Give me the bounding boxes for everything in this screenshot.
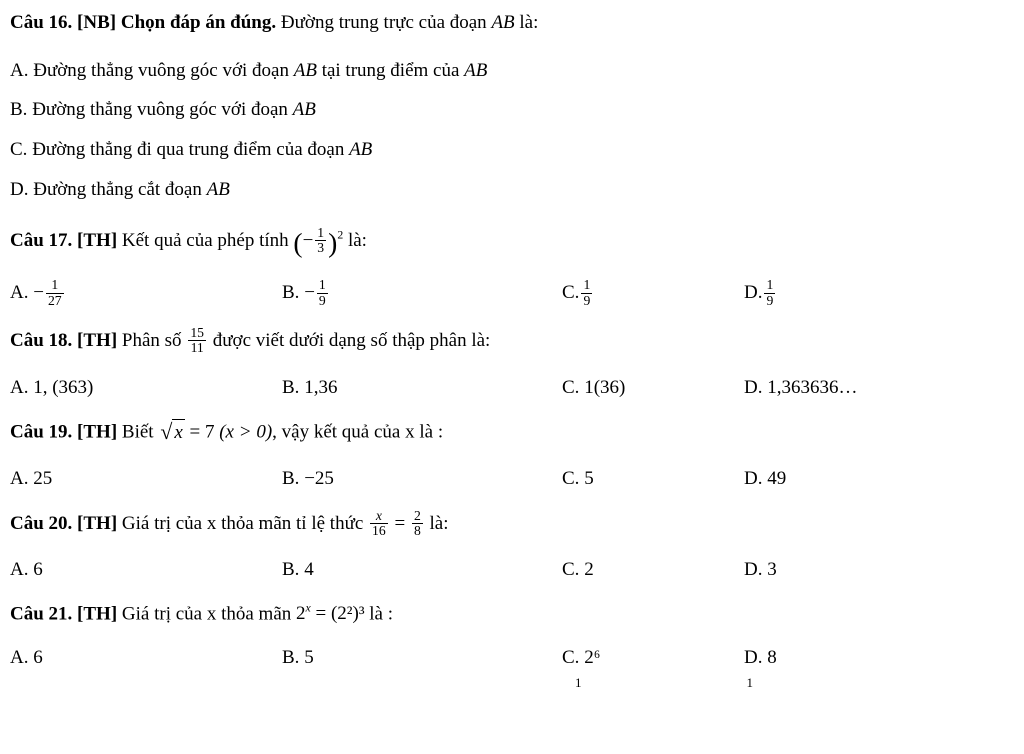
- option-16-a-var2: AB: [464, 59, 488, 81]
- question-20-label: Câu 20.: [10, 512, 73, 534]
- option-19-d[interactable]: [744, 466, 786, 492]
- question-18-tag: [TH]: [77, 330, 118, 352]
- option-21-b[interactable]: [282, 645, 562, 671]
- option-18-b-text: 1,36: [304, 376, 338, 398]
- option-18-d[interactable]: [744, 375, 857, 401]
- option-21-d-text: 8: [767, 646, 777, 668]
- spacer: [10, 83, 1014, 97]
- spacer: [10, 202, 1014, 224]
- option-20-c-key: C.: [562, 559, 580, 581]
- option-20-a-text: 6: [33, 559, 43, 581]
- radical-icon: √: [160, 420, 173, 445]
- question-21-tag: [TH]: [77, 603, 118, 625]
- spacer: [10, 261, 1014, 279]
- expr-exponent: 2: [337, 228, 344, 242]
- option-16-d-var1: AB: [206, 178, 230, 200]
- spacer: [10, 583, 1014, 601]
- fraction-numerator: 2: [413, 507, 421, 523]
- question-21-expression: [296, 603, 365, 624]
- option-21-c-key: C.: [562, 646, 580, 668]
- fraction: [188, 326, 206, 356]
- option-20-c[interactable]: [562, 557, 744, 583]
- question-18-options: [10, 375, 1014, 401]
- question-16-stem-var: AB: [491, 12, 515, 33]
- fraction-numerator: 1: [317, 224, 325, 240]
- question-19-stem-tail: , vậy kết quả của x là :: [272, 422, 444, 444]
- option-19-a[interactable]: [10, 466, 282, 492]
- question-16-label: Câu 16.: [10, 12, 73, 33]
- question-21-stem-text: Giá trị của x thỏa mãn: [121, 603, 292, 625]
- fraction-numerator: x: [375, 507, 382, 523]
- spacer: [10, 0, 1014, 10]
- question-16-stem: [10, 10, 1014, 36]
- option-18-a-key: A.: [10, 376, 29, 398]
- question-20-stem-tail: là:: [429, 512, 449, 534]
- fraction: [581, 278, 592, 308]
- option-19-b-text: −25: [304, 467, 334, 489]
- question-19-stem-text: Biết: [121, 422, 154, 444]
- option-19-b[interactable]: [282, 466, 562, 492]
- fraction: [317, 278, 328, 308]
- question-20-stem-text: Giá trị của x thỏa mãn tỉ lệ thức: [121, 512, 364, 534]
- spacer: [10, 309, 1014, 327]
- option-21-b-text: 5: [304, 646, 314, 668]
- fraction-right: [412, 509, 423, 539]
- option-21-a-text: 6: [33, 646, 43, 668]
- option-19-a-key: A.: [10, 467, 29, 489]
- question-block-20: [0, 492, 1024, 583]
- question-17-stem-tail: là:: [347, 230, 367, 252]
- option-21-c[interactable]: [562, 645, 744, 671]
- question-19-options: [10, 466, 1014, 492]
- question-block-21: [0, 583, 1024, 671]
- option-17-b-sign: −: [304, 282, 315, 304]
- option-16-a-text2: tại trung điểm của: [316, 59, 465, 81]
- spacer: [10, 400, 1014, 418]
- spacer: [10, 357, 1014, 375]
- question-19-equals: = 7: [189, 422, 215, 444]
- option-17-a[interactable]: [10, 279, 282, 309]
- option-19-c-key: C.: [562, 467, 580, 489]
- radicand: x: [172, 419, 184, 446]
- fraction-denominator: 9: [318, 292, 326, 308]
- question-block-17: [0, 202, 1024, 309]
- question-21-stem: [10, 601, 1014, 627]
- option-19-b-key: B.: [282, 467, 300, 489]
- spacer: [10, 36, 1014, 58]
- option-18-b[interactable]: [282, 375, 562, 401]
- paren-close: ): [328, 227, 338, 259]
- fraction: [315, 226, 326, 256]
- option-20-b-key: B.: [282, 559, 300, 581]
- question-18-stem-text: Phân số: [121, 330, 182, 352]
- option-18-c-key: C.: [562, 376, 580, 398]
- option-16-a-text: Đường thẳng vuông góc với đoạn: [33, 59, 294, 81]
- question-19-stem: [10, 418, 1014, 447]
- question-16-tag: [NB]: [77, 12, 117, 33]
- option-19-c[interactable]: [562, 466, 744, 492]
- option-16-c-text: Đường thẳng đi qua trung điểm của đoạn: [32, 138, 350, 160]
- option-16-c-key: C.: [10, 138, 28, 160]
- fraction-numerator: 1: [318, 277, 326, 293]
- question-17-stem-text: Kết quả của phép tính: [121, 230, 289, 252]
- question-20-tag: [TH]: [77, 512, 118, 534]
- fraction-numerator: 1: [766, 277, 774, 293]
- option-17-b-key: B.: [282, 282, 300, 304]
- option-17-a-sign: −: [33, 282, 44, 304]
- option-20-c-text: 2: [584, 559, 594, 581]
- fraction-denominator: 9: [766, 292, 774, 308]
- option-16-c[interactable]: [10, 137, 1014, 163]
- option-16-c-var1: AB: [349, 138, 373, 160]
- option-17-a-key: A.: [10, 282, 29, 304]
- fraction-denominator: 11: [188, 340, 206, 355]
- next-question-partial-cutoff: 1 1: [575, 674, 753, 689]
- question-block-16: [0, 0, 1024, 202]
- option-19-d-key: D.: [744, 467, 763, 489]
- option-21-a-key: A.: [10, 646, 29, 668]
- option-20-b[interactable]: [282, 557, 562, 583]
- question-19-label: Câu 19.: [10, 422, 73, 444]
- option-18-a[interactable]: [10, 375, 282, 401]
- option-16-b-var1: AB: [292, 99, 316, 121]
- option-17-b[interactable]: [282, 279, 562, 309]
- option-16-d-key: D.: [10, 178, 29, 200]
- option-16-b-key: B.: [10, 99, 28, 121]
- question-18-stem: [10, 327, 1014, 357]
- option-18-c[interactable]: [562, 375, 744, 401]
- question-17-tag: [TH]: [77, 230, 118, 252]
- option-18-b-key: B.: [282, 376, 300, 398]
- fraction-denominator: 16: [372, 522, 386, 538]
- option-16-a[interactable]: [10, 58, 1014, 84]
- question-16-stem-lead: Chọn đáp án đúng.: [120, 12, 277, 33]
- option-17-c[interactable]: [562, 279, 744, 309]
- question-block-18: [0, 309, 1024, 400]
- option-18-c-text: 1(36): [584, 376, 626, 398]
- question-21-equals: =: [315, 603, 327, 625]
- question-19-condition: (x > 0): [219, 422, 273, 444]
- option-16-a-var1: AB: [293, 59, 317, 81]
- spacer: [10, 492, 1014, 510]
- spacer: [10, 627, 1014, 645]
- fraction-denominator: 27: [47, 292, 62, 308]
- question-21-options: [10, 645, 1014, 671]
- option-16-d[interactable]: [10, 177, 1014, 203]
- square-root-expression: [158, 418, 184, 447]
- question-21-stem-tail: là :: [369, 603, 394, 625]
- option-19-d-text: 49: [767, 467, 787, 489]
- option-21-d-key: D.: [744, 646, 763, 668]
- spacer: [10, 539, 1014, 557]
- option-20-d-text: 3: [767, 559, 777, 581]
- option-20-a-key: A.: [10, 559, 29, 581]
- spacer: [10, 163, 1014, 177]
- question-17-options: [10, 279, 1014, 309]
- spacer: [10, 123, 1014, 137]
- option-17-c-key: C.: [562, 282, 580, 304]
- fraction-denominator: 9: [583, 292, 591, 308]
- option-16-a-key: A.: [10, 59, 29, 81]
- expr-exponent: x: [305, 601, 311, 615]
- option-17-d[interactable]: [744, 279, 777, 309]
- question-16-options: [10, 58, 1014, 203]
- option-21-a[interactable]: [10, 645, 282, 671]
- question-18-stem-tail: được viết dưới dạng số thập phân là:: [212, 330, 491, 352]
- question-21-label: Câu 21.: [10, 603, 73, 625]
- paren-open: (: [293, 227, 303, 259]
- option-18-a-text: 1, (363): [33, 376, 94, 398]
- option-21-c-text: 2⁶: [584, 646, 601, 668]
- question-16-stem-tail: là:: [514, 12, 539, 33]
- option-16-b[interactable]: [10, 97, 1014, 123]
- fraction-numerator: 1: [51, 277, 59, 293]
- option-20-a[interactable]: [10, 557, 282, 583]
- option-20-b-text: 4: [304, 559, 314, 581]
- option-16-b-text: Đường thẳng vuông góc với đoạn: [32, 99, 293, 121]
- question-18-label: Câu 18.: [10, 330, 73, 352]
- question-17-label: Câu 17.: [10, 230, 73, 252]
- question-17-stem: [10, 224, 1014, 261]
- fraction-numerator: 1: [583, 277, 591, 293]
- option-19-a-text: 25: [33, 467, 53, 489]
- option-18-d-text: 1,363636…: [767, 376, 858, 398]
- question-16-stem-text: Đường trung trực của đoạn: [280, 12, 492, 33]
- fraction-denominator: 3: [317, 240, 325, 256]
- fraction-denominator: 8: [413, 522, 421, 538]
- option-21-d[interactable]: [744, 645, 777, 671]
- option-20-d[interactable]: [744, 557, 777, 583]
- option-19-c-text: 5: [584, 467, 594, 489]
- question-19-tag: [TH]: [77, 422, 118, 444]
- spacer: [10, 448, 1014, 466]
- question-block-19: [0, 400, 1024, 491]
- option-18-d-key: D.: [744, 376, 763, 398]
- question-17-expression: [293, 224, 344, 259]
- question-20-equals: =: [394, 512, 406, 534]
- question-20-options: [10, 557, 1014, 583]
- option-20-d-key: D.: [744, 559, 763, 581]
- expr-base: 2: [296, 603, 306, 625]
- option-21-b-key: B.: [282, 646, 300, 668]
- fraction: [764, 278, 775, 308]
- fraction-left: [370, 509, 388, 539]
- fraction: [46, 278, 64, 308]
- expr-sign: −: [302, 230, 314, 252]
- option-17-d-key: D.: [744, 282, 763, 304]
- option-16-d-text: Đường thẳng cắt đoạn: [33, 178, 207, 200]
- fraction-numerator: 15: [190, 325, 204, 341]
- expr-right: (2²)³: [330, 603, 365, 625]
- question-20-stem: [10, 507, 1014, 540]
